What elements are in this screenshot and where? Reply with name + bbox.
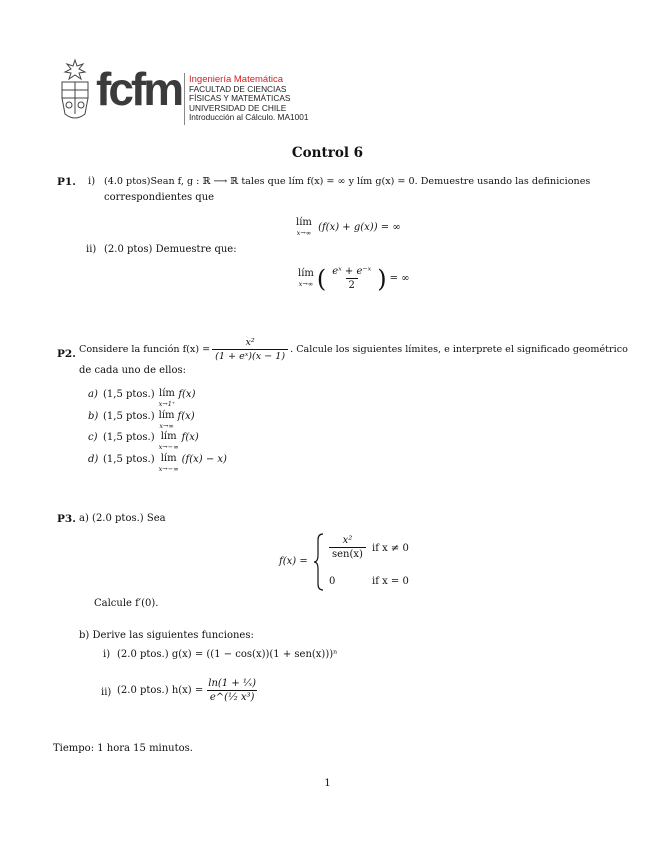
p1-equation-1: lím x→∞ (f(x) + g(x)) = ∞ bbox=[296, 217, 401, 237]
p3-bi-number: i) bbox=[103, 649, 111, 660]
university-line: UNIVERSIDAD DE CHILE bbox=[189, 102, 287, 113]
p1-i-text: (4.0 ptos)Sean f, g : ℝ ⟶ ℝ tales que lím f(x) = ∞ y lím g(x) = 0. Demuestre usando las definiciones bbox=[104, 176, 591, 187]
logo-divider bbox=[184, 73, 185, 125]
p1-label: P1. bbox=[57, 176, 76, 188]
p3-label: P3. bbox=[57, 513, 76, 525]
p2-intro: Considere la función f(x) = $\frac{\text{x²}}{\text{(1 + eˣ)(x − 1)}}$ . Calcule los siguientes límites, e interprete el significado geométrico bbox=[79, 337, 628, 362]
p3-f-lhs: f(x) = bbox=[279, 556, 308, 567]
p2-item-c: c) (1,5 ptos.) lím x→−∞ f(x) bbox=[88, 431, 199, 451]
p3-bii-expression: (2.0 ptos.) h(x) = $\frac{\text{ln(1 + ¹⁄ₓ)}}{\text{e\textasciicircum{}(¹⁄₂ x³)}}$ bbox=[117, 678, 257, 703]
p3-bii-number: ii) bbox=[101, 687, 112, 698]
p1-ii-number: ii) bbox=[86, 244, 97, 255]
case-1-condition: if x ≠ 0 bbox=[372, 543, 409, 554]
p3-a-text: a) (2.0 ptos.) Sea bbox=[79, 513, 166, 524]
page-title: Control 6 bbox=[291, 145, 364, 161]
case-2-condition: if x = 0 bbox=[372, 576, 409, 587]
case-1-value: $\frac{\text{x²}}{\text{sen(x)}}$ bbox=[329, 535, 366, 560]
time-note: Tiempo: 1 hora 15 minutos. bbox=[53, 743, 193, 754]
dept-name: Ingeniería Matemática bbox=[189, 74, 283, 85]
p2-item-d: d) (1,5 ptos.) lím x→−∞ (f(x) − x) bbox=[88, 453, 227, 473]
cases-brace bbox=[313, 533, 325, 595]
p1-equation-2: lím x→∞ ( $\frac{\text{eˣ + e⁻ˣ}}{2}$ ) = ∞ bbox=[298, 264, 410, 293]
p2-item-b: b) (1,5 ptos.) lím x→∞ f(x) bbox=[88, 410, 195, 430]
p2-intro-cont: de cada uno de ellos: bbox=[79, 365, 187, 376]
university-seal bbox=[57, 58, 93, 124]
p1-i-number: i) bbox=[88, 176, 96, 187]
p1-i-text-cont: correspondientes que bbox=[104, 192, 215, 203]
fcfm-logo: fcfm bbox=[96, 63, 182, 115]
page-number: 1 bbox=[324, 778, 331, 789]
case-2-value: 0 bbox=[329, 576, 336, 587]
p3-bi-text: (2.0 ptos.) g(x) = ((1 − cos(x))(1 + sen(x)))ⁿ bbox=[117, 649, 338, 660]
header-text bbox=[189, 75, 308, 123]
course-line: Introducción al Cálculo. MA1001 bbox=[189, 112, 309, 123]
p2-label: P2. bbox=[57, 348, 76, 360]
faculty-line: FÍSICAS Y MATEMÁTICAS bbox=[189, 93, 291, 104]
faculty-line: FACULTAD DE CIENCIAS bbox=[189, 83, 287, 94]
p3-calc-text: Calcule f′(0). bbox=[94, 598, 159, 609]
p1-ii-text: (2.0 ptos) Demuestre que: bbox=[104, 244, 237, 255]
p2-item-a: a) (1,5 ptos.) lím x→1⁺ f(x) bbox=[88, 388, 196, 408]
p3-b-text: b) Derive las siguientes funciones: bbox=[79, 630, 254, 641]
